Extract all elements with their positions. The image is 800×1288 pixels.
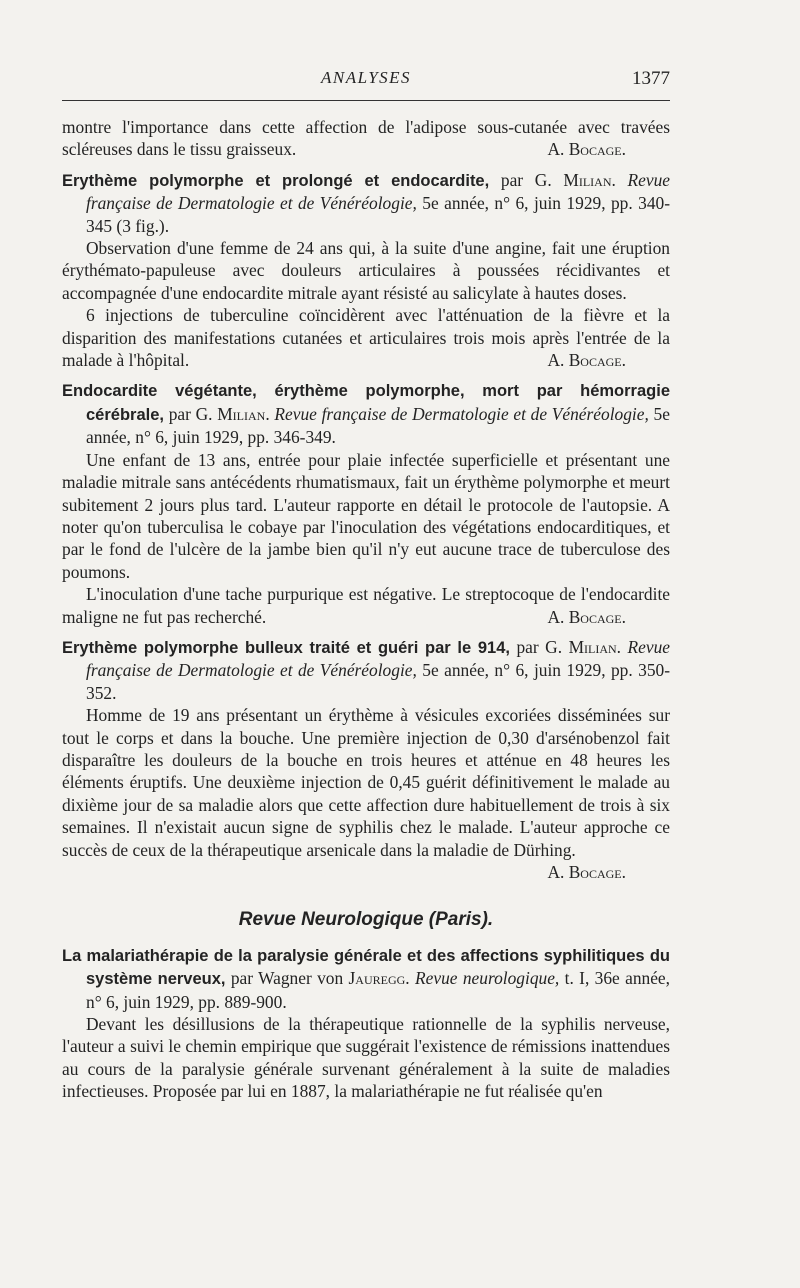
article-title: Erythème polymorphe bulleux traité et guéri par le 914, <box>62 638 510 657</box>
article <box>62 636 670 883</box>
article-journal: Revue française de Dermatologie et de Vénéréologie, <box>86 169 671 214</box>
article-details: 5e année, n° 6, juin 1929, pp. 346-349. <box>86 403 670 448</box>
continued-text: montre l'importance dans cette affection de l'adipose sous-cutanée avec travées scléreuses dans le tissu graisseux. <box>62 117 670 160</box>
article-paragraph-last <box>62 304 670 371</box>
article <box>62 944 670 1103</box>
article-journal: Revue française de Dermatologie et de Vénéréologie, <box>274 403 649 424</box>
header-rule <box>62 100 670 101</box>
article-paragraph-last <box>62 583 670 628</box>
running-title: ANALYSES <box>320 68 412 87</box>
article-paragraph-last <box>62 704 670 883</box>
abstract-signature: A. Bocage. <box>547 350 626 371</box>
article-paragraph-text: 6 injections de tuberculine coïncidèrent avec l'atténuation de la fièvre et la disparition des manifestations cutanées et articulaires trois mois après l'entrée de la malade à l'hôpital. <box>62 305 670 371</box>
article-paragraph: Une enfant de 13 ans, entrée pour plaie infectée superficielle et présentant une maladie mitrale sans antécédents rhumatismaux, fait un érythème polymorphe et meurt subitement 2 jours plus tard. L'auteur rapporte en détail le protocole de l'autopsie. A noter qu'on tuberculisa le cobaye par l'inoculation des végétations endocarditiques, et par le fond de l'ulcère de la jambe bien qu'il n'y eut aucune trace de tuberculose des poumons. <box>62 449 670 582</box>
article-by: par G. <box>516 636 563 657</box>
article-by: par G. <box>500 169 552 190</box>
article-paragraph: Devant les désillusions de la thérapeutique rationnelle de la syphilis nerveuse, l'auteur a suivi le chemin empirique que suggérait l'existence de rémissions inattendues au cours de la paralysie générale survenant généralement à la suite de maladies infectieuses. Proposée par lui en 1887, la malariathérapie ne fut réalisée qu'en <box>62 1014 670 1102</box>
article-details: 5e année, n° 6, juin 1929, pp. 340-345 (3 fig.). <box>86 193 671 236</box>
article-paragraph-text: Homme de 19 ans présentant un érythème à vésicules excoriées disséminées sur tout le corps et dans la bouche. Une première injection de 0,30 d'arsénobenzol fait disparaître les douleurs de la bouche en trois heures et atténue en 48 heures les éléments éruptifs. Une deuxième injection de 0,45 guérit définitivement le malade au dixième jour de sa maladie alors que cette affection dure habituellement de trois à six semaines. Il n'existait aucun signe de syphilis chez le malade. L'auteur approche ce succès de ceux de la thérapeutique arsenicale dans la maladie de Dürhing. <box>62 705 670 860</box>
page-number: 1377 <box>632 68 670 89</box>
article-details: 5e année, n° 6, juin 1929, pp. 350-352. <box>86 660 671 703</box>
article-heading <box>62 636 670 704</box>
running-head <box>62 68 670 92</box>
article-author: Milian. <box>563 169 616 190</box>
article-paragraph: Observation d'une femme de 24 ans qui, à la suite d'une angine, fait une éruption érythémato-papuleuse avec douleurs articulaires à poussées récidivantes et accompagnée d'une endocardite mitrale ayant résisté au salicylate à hautes doses. <box>62 238 670 303</box>
article-title: Erythème polymorphe et prolongé et endocardite, <box>62 171 490 190</box>
article-heading <box>62 944 670 1013</box>
article-author: Milian. <box>568 636 622 657</box>
article-by: par G. <box>168 403 213 424</box>
abstract-signature: A. Bocage. <box>547 606 626 627</box>
article-details: t. I, 36e année, n° 6, juin 1929, pp. 889-900. <box>86 968 670 1012</box>
abstract-signature: A. Bocage. <box>547 862 626 882</box>
article-heading <box>62 169 670 237</box>
article-journal: Revue française de Dermatologie et de Vénéréologie, <box>86 636 670 681</box>
article-author: Milian. <box>217 403 270 424</box>
article-author: Jauregg. <box>348 968 410 989</box>
article-by: par Wagner von <box>230 968 344 989</box>
continued-paragraph <box>62 116 670 161</box>
article <box>62 169 670 372</box>
page-body <box>62 116 670 1103</box>
article-heading <box>62 379 670 448</box>
article-journal: Revue neurologique, <box>415 968 560 989</box>
abstract-signature: A. Bocage. <box>547 139 626 160</box>
journal-section-heading: Revue Neurologique (Paris). <box>238 909 494 931</box>
article-title: La malariathérapie de la paralysie générale et des affections syphilitiques du système nerveux, <box>62 946 670 989</box>
article <box>62 379 670 627</box>
article-paragraph-text: L'inoculation d'une tache purpurique est négative. Le streptocoque de l'endocardite maligne ne fut pas recherché. <box>62 584 670 627</box>
article-title: Endocardite végétante, érythème polymorphe, mort par hémorragie cérébrale, <box>62 382 670 424</box>
